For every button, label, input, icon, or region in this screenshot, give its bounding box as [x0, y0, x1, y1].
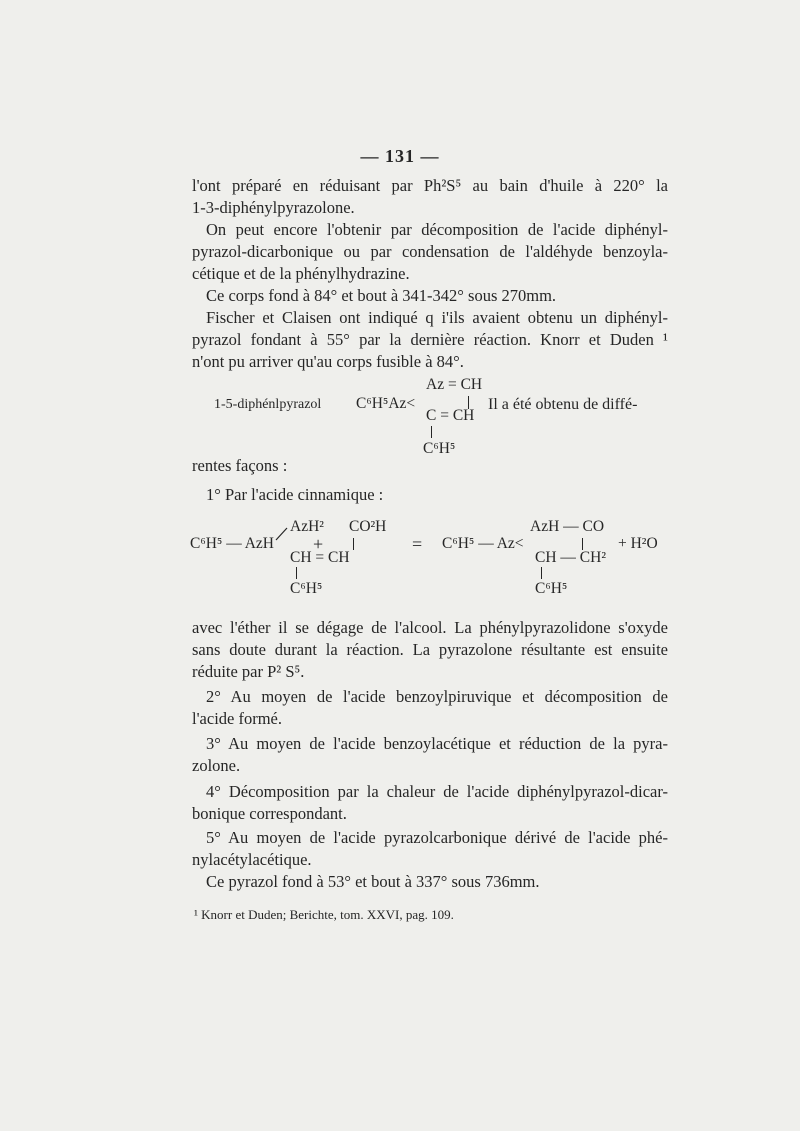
- text-line: rentes façons :: [192, 456, 288, 475]
- text-line: avec l'éther il se dégage de l'alcool. La phénylpyrazolidone s'oxyde: [192, 618, 668, 637]
- text-line: Fischer et Claisen ont indiqué q i'ils avaient obtenu un diphényl-: [206, 308, 668, 327]
- text-line: pyrazol-dicarbonique ou par condensation de l'aldéhyde benzoyla-: [192, 242, 668, 261]
- text-line: sans doute durant la réaction. La pyrazolone résultante est ensuite: [192, 640, 668, 659]
- text-line: cétique et de la phénylhydrazine.: [192, 264, 410, 283]
- product-middle: CH — CH²: [535, 549, 606, 566]
- plus-sign: +: [313, 534, 324, 554]
- text-line: n'ont pu arriver qu'au corps fusible à 84°.: [192, 352, 464, 371]
- product-base: C⁶H⁵ — Az<: [442, 535, 524, 552]
- product-substituent: C⁶H⁵: [535, 580, 568, 597]
- formula-label: 1-5-diphénlpyrazol: [214, 397, 322, 412]
- method-line: 5° Au moyen de l'acide pyrazolcarbonique dérivé de l'acide phé-: [206, 828, 668, 847]
- formula-trail-text: Il a été obtenu de diffé-: [488, 396, 638, 413]
- reactant-middle: CH = CH: [290, 549, 350, 566]
- method-line: 2° Au moyen de l'acide benzoylpiruvique et décomposition de: [206, 687, 668, 706]
- formula-base: C⁶H⁵Az<: [356, 395, 416, 412]
- bond-slash: [274, 526, 290, 542]
- reactant-base: C⁶H⁵ — AzH: [190, 535, 275, 552]
- formula-middle: C = CH: [426, 407, 475, 424]
- text-line: 1-3-diphénylpyrazolone.: [192, 198, 355, 217]
- text-line: réduite par P² S⁵.: [192, 662, 305, 681]
- water-term: + H²O: [618, 535, 658, 552]
- text-line: pyrazol fondant à 55° par la dernière réaction. Knorr et Duden ¹: [192, 330, 668, 349]
- bond-line: [296, 567, 297, 579]
- method-line: l'acide formé.: [192, 709, 283, 728]
- method-line: zolone.: [192, 756, 241, 775]
- product-top: AzH — CO: [530, 518, 605, 535]
- method-heading: 1° Par l'acide cinnamique :: [206, 485, 384, 504]
- equals-sign: =: [412, 534, 423, 554]
- bond-line: [541, 567, 542, 579]
- text-line: Ce corps fond à 84° et bout à 341-342° sous 270mm.: [206, 286, 557, 305]
- method-line: 3° Au moyen de l'acide benzoylacétique et réduction de la pyra-: [206, 734, 668, 753]
- method-line: nylacétylacétique.: [192, 850, 312, 869]
- footnote: ¹ Knorr et Duden; Berichte, tom. XXVI, pag. 109.: [194, 907, 454, 922]
- text-line: On peut encore l'obtenir par décomposition de l'acide diphényl-: [206, 220, 668, 239]
- method-line: 4° Décomposition par la chaleur de l'acide diphénylpyrazol-dicar-: [206, 782, 668, 801]
- formula-top: Az = CH: [426, 376, 483, 393]
- method-line: bonique correspondant.: [192, 804, 347, 823]
- reactant-top-b: CO²H: [349, 518, 387, 535]
- page-number: — 131 —: [360, 146, 440, 166]
- reactant-substituent: C⁶H⁵: [290, 580, 323, 597]
- formula-substituent: C⁶H⁵: [423, 440, 456, 457]
- bond-line: [431, 426, 432, 438]
- conclusion-line: Ce pyrazol fond à 53° et bout à 337° sous 736mm.: [206, 872, 540, 891]
- text-line: l'ont préparé en réduisant par Ph²S⁵ au bain d'huile à 220° la: [192, 176, 668, 195]
- reactant-top-a: AzH²: [290, 518, 324, 535]
- bond-line: [353, 538, 354, 550]
